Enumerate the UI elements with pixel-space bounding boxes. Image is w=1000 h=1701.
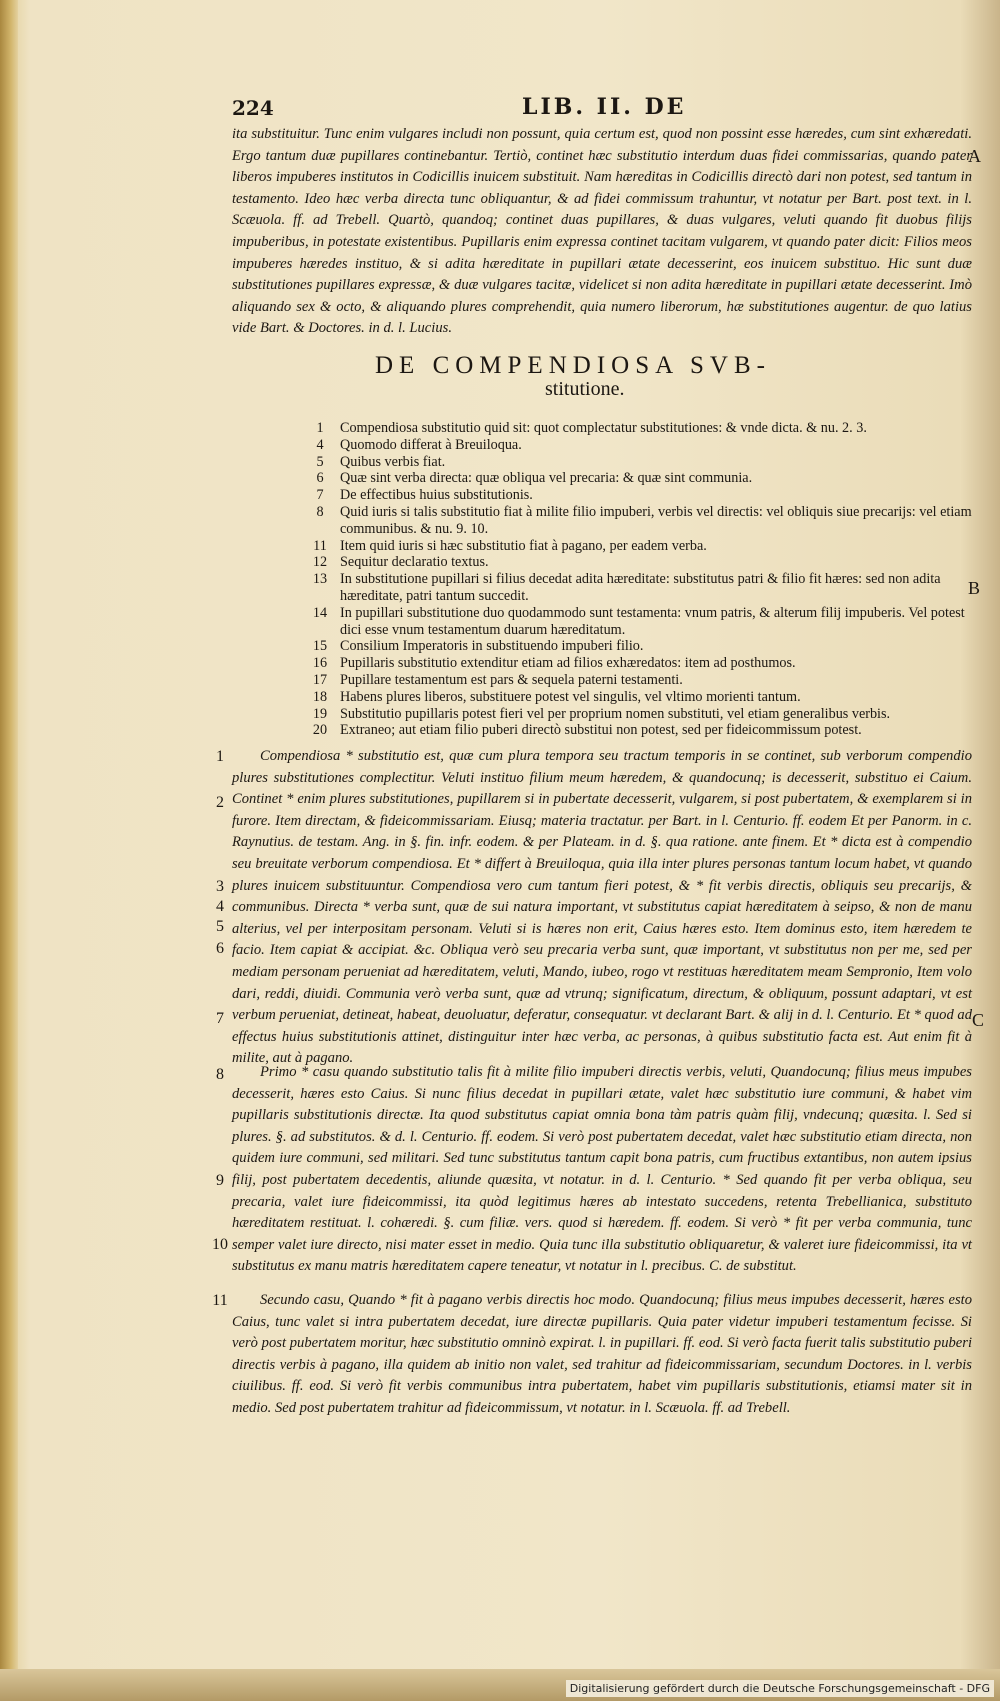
body-paragraph-2: Primo * casu quando substitutio talis fit à milite filio impuberi directis verbis, veluti, Quandocunq; filius meus impubes decesserit, hæres esto Caius. Si nunc filius decedat in pupillari ætate, valet hæc substitutio iure communi, & habet vim pupillaris substitutionis directæ. Ita quod substitutus capiat omnia bona tàm patris quàm filij, vndecunq; quæsita. l. Sed si plures. §. ad substitutos. & d. l. Centurio. ff. eodem. Si verò post pubertatem decedat, valet hæc substitutio etiam directa, non quidem iure communi, sed militari. Sed tunc substitutus tantum capit bona patris, cum fructibus extantibus, non autem ipsius filij, post pubertatem decedentis, aliunde quæsita, vt notatur. in d. l. Centurio. * Sed quando fit per verba obliqua, seu precaria, valet iure fideicommissi, ita quòd legitimus hæres ab intestato succedens, retenta Trebellianica, substituto hæreditatem restituat. l. cohæredi. §. cum filiæ. vers. quod si hæredem. ff. eodem. Si verò * fit per verba communia, tunc semper valet iure directo, nisi mater esset in medio. Quia tunc illa substitutio obliquaretur, & valeret iure fideicommissi, ita vt substitutus ex manu matris hæreditatem capere teneatur, vt notatur in l. precibus. C. de substitut. <box>232 1064 972 1275</box>
summary-item-text: Sequitur declaratio textus. <box>340 554 489 571</box>
summary-item-number: 13 <box>312 571 328 588</box>
margin-number: 3 <box>216 878 224 895</box>
summary-item-number: 15 <box>312 638 328 655</box>
summary-item-text: Pupillaris substitutio extenditur etiam ad filios exhæredatos: item ad posthumos. <box>340 655 796 672</box>
book-spine <box>0 0 18 1701</box>
summary-item-number: 12 <box>312 554 328 571</box>
margin-number: 2 <box>216 794 224 811</box>
summary-item-text: Habens plures liberos, substituere potest vel singulis, vel vltimo morienti tantum. <box>340 688 801 705</box>
summary-item <box>300 470 980 487</box>
summary-item <box>300 672 980 689</box>
summary-item <box>300 655 980 672</box>
summary-item-number: 5 <box>316 453 324 470</box>
summary-item-text: De effectibus huius substitutionis. <box>340 487 533 504</box>
summary-item-text: Consilium Imperatoris in substituendo impuberi filio. <box>340 638 644 655</box>
margin-letter-a: A <box>968 146 981 166</box>
summary-item-text: Quæ sint verba directa: quæ obliqua vel precaria: & quæ sint communia. <box>340 470 753 487</box>
summary-item <box>300 638 980 655</box>
summary-item-text: Item quid iuris si hæc substitutio fiat à pagano, per eadem verba. <box>340 537 707 554</box>
summary-item <box>300 538 980 555</box>
summary-item-text: Substitutio pupillaris potest fieri vel per proprium nomen substituti, vel etiam generalibus verbis. <box>340 705 891 722</box>
margin-letter-c: C <box>972 1010 985 1030</box>
margin-number: 7 <box>216 1010 224 1027</box>
summary-item-text: Extraneo; aut etiam filio puberi directò substitui non potest, sed per fideicommissum potest. <box>340 722 862 739</box>
summary-item <box>300 487 980 504</box>
summary-item-text: Pupillare testamentum est pars & sequela paterni testamenti. <box>340 671 683 688</box>
summary-item-text: In pupillari substitutione duo quodammodo sunt testamenta: vnum patris, & alterum filij impuberis. Vel potest dici esse vnum testamentum duarum hæreditatum. <box>340 604 965 638</box>
summary-item-text: Quomodo differat à Breuiloqua. <box>340 436 522 453</box>
margin-number: 5 <box>216 918 224 935</box>
summary-item-number: 17 <box>312 671 328 688</box>
summary-item-number: 11 <box>313 537 327 554</box>
margin-number: 9 <box>216 1172 224 1189</box>
summary-item <box>300 689 980 706</box>
summary-item-number: 8 <box>316 503 324 520</box>
summary-item <box>300 437 980 454</box>
summary-item <box>300 454 980 471</box>
running-title: LIB. II. DE <box>522 94 687 120</box>
summary-item-text: Quibus verbis fiat. <box>340 453 446 470</box>
summary-item-number: 16 <box>312 655 328 672</box>
summary-item-number: 18 <box>312 688 328 705</box>
summary-item-text: In substitutione pupillari si filius decedat adita hæreditate: substitutus patri & filio fit hæres: sed non adita hæreditate, patri tantum succedit. <box>340 571 941 604</box>
margin-number: 1 <box>216 748 224 765</box>
summary-item-number: 20 <box>312 722 328 739</box>
summary-item <box>300 420 980 437</box>
summary-list <box>300 420 980 739</box>
intro-paragraph: ita substituitur. Tunc enim vulgares includi non possunt, quia certum est, quod non possint esse hæredes, cum sint exhæredati. Ergo tantum duæ pupillares continebantur. Tertiò, continet hæc substitutio interdum duas fidei commissarias, quando pater liberos impuberes institutos in Codicillis inuicem substituit. Nam hæreditas in Codicillis directò dari non potest, sed tantum in testamento. Ideo hæc verba directa tunc obliquantur, & ad fidei commissum trahuntur, vt notatur per Bart. post text. in l. Scæuola. ff. ad Trebell. Quartò, quandoq; continet duas pupillares, & duas vulgares, veluti quando fit duobus filijs impuberibus, in potestate existentibus. Pupillaris enim expressa continet tacitam vulgarem, vt quando pater dicit: Filios meos impuberes hæredes instituo, & si adita hæreditate in pupillari ætate decesserint, eos inuicem substituo. Hic sunt duæ substitutiones pupillares expressæ, & duæ vulgares tacitæ, videlicet si non adita hæreditate in pupillari ætate decesserint. Imò aliquando sex & octo, & aliquando plures comprehendit, quia numero liberorum, hæ substitutiones augentur. de quo latius vide Bart. & Doctores. in d. l. Lucius. <box>232 126 972 337</box>
summary-item <box>300 722 980 739</box>
summary-item <box>300 504 980 538</box>
margin-number: 11 <box>212 1292 228 1309</box>
running-header <box>232 96 932 126</box>
margin-number: 6 <box>216 940 224 957</box>
summary-item-number: 4 <box>316 436 324 453</box>
margin-number: 10 <box>212 1236 228 1253</box>
summary-item-number: 1 <box>316 420 324 436</box>
margin-number: 4 <box>216 898 224 915</box>
summary-item-text: Compendiosa substitutio quid sit: quot complectatur substitutiones: & vnde dicta. & nu. 2. 3. <box>340 420 867 436</box>
summary-item <box>300 554 980 571</box>
section-title-line2: stitutione. <box>545 378 625 400</box>
summary-item-number: 14 <box>312 604 328 621</box>
section-title-line1: DE COMPENDIOSA SVB- <box>375 352 771 379</box>
summary-item-number: 19 <box>312 705 328 722</box>
summary-item <box>300 706 980 723</box>
body-paragraph-1: Compendiosa * substitutio est, quæ cum plura tempora seu tractum temporis in se continet, sub verborum compendio plures substitutiones complectitur. Veluti instituo filium meum hæredem, & quandocunq; is decesserit, substituo ei Caium. Continet * enim plures substitutiones, pupillarem si in pubertate decesserit, vulgarem, si post pubertatem, & exemplarem si in furore. Item directam, & fideicommissariam. Eiusq; materia tractatur. per Bart. in l. Centurio. ff. eodem Et per Panorm. in c. Raynutius. de testam. Ang. in §. fin. infr. eodem. & per Plateam. in d. §. qua ratione. ante finem. Et * dicta est à compendio seu breuitate verborum compendiosa. Et * differt à Breuiloqua, quia illa inter plures personas tantum locum habet, vt quando plures inuicem substituuntur. Compendiosa vero cum tantum fieri potest, & * fit verbis directis, obliquis seu precarijs, & communibus. Directa * verba sunt, quæ de sui natura important, vt substitutus capiat hæreditatem à seipso, & non de manu alterius, vel per interpositam personam. Veluti si is hæres non erit, Caius hæres esto. Item dominus esto, item hæredem te facio. Item capiat & accipiat. &c. Obliqua verò seu precaria verba sunt, quæ important, vt substitutus non per me, sed per mediam personam perueniat ad hæreditatem, veluti, Mando, iubeo, rogo vt restituas hæreditatem meam Sempronio, Item volo dari, reddi, diuidi. Communia verò verba sunt, quæ ad vtrunq; significatum, directum, & obliquum, possunt adaptari, vt est verbum perueniat, detineat, habeat, deuoluatur, deferatur, consequatur. vt declarant Bart. & alij in d. l. Centurio. Et * quod ad effectus huius substitutionis attinet, distinguitur inter hæc verba, ac personas, à quibus substitutio facta est. Aut enim fit à milite, aut à pagano. <box>232 748 972 1067</box>
summary-item <box>300 571 980 605</box>
page-number: 224 <box>232 96 274 120</box>
margin-number: 8 <box>216 1066 224 1083</box>
summary-item-number: 6 <box>316 470 324 487</box>
summary-item-text: Quid iuris si talis substitutio fiat à milite filio impuberi, verbis vel directis: vel obliquis siue precarijs: vel etiam communibus. & nu. 9. 10. <box>340 503 972 537</box>
summary-item-number: 7 <box>316 487 324 504</box>
margin-letter-b: B <box>968 578 981 598</box>
body-paragraph-3: Secundo casu, Quando * fit à pagano verbis directis hoc modo. Quandocunq; filius meus impubes decesserit, hæres esto Caius, tunc valet si intra pubertatem decedat, iure directæ pupillaris. Quia pater videtur impuberi testamentum fecisse. Si verò post pubertatem moritur, hæc substitutio omninò expirat. l. in pupillari. ff. eod. Si verò facta fuerit talis substitutio puberi directis verbis à pagano, illa quidem ab initio non valet, sed trahitur ad fideicommissariam, secundum Doctores. in l. verbis ciuilibus. ff. eod. Si verò fit verbis communibus intra pubertatem, habet vim pupillaris substitutionis, etiamsi mater sit in medio. Sed post pubertatem trahitur ad fideicommissum, vt notatur. in l. Scæuola. ff. ad Trebell. <box>232 1292 972 1416</box>
digitization-credit: Digitalisierung gefördert durch die Deutsche Forschungsgemeinschaft - DFG <box>566 1680 994 1697</box>
section-title <box>375 352 795 401</box>
summary-item <box>300 605 980 639</box>
